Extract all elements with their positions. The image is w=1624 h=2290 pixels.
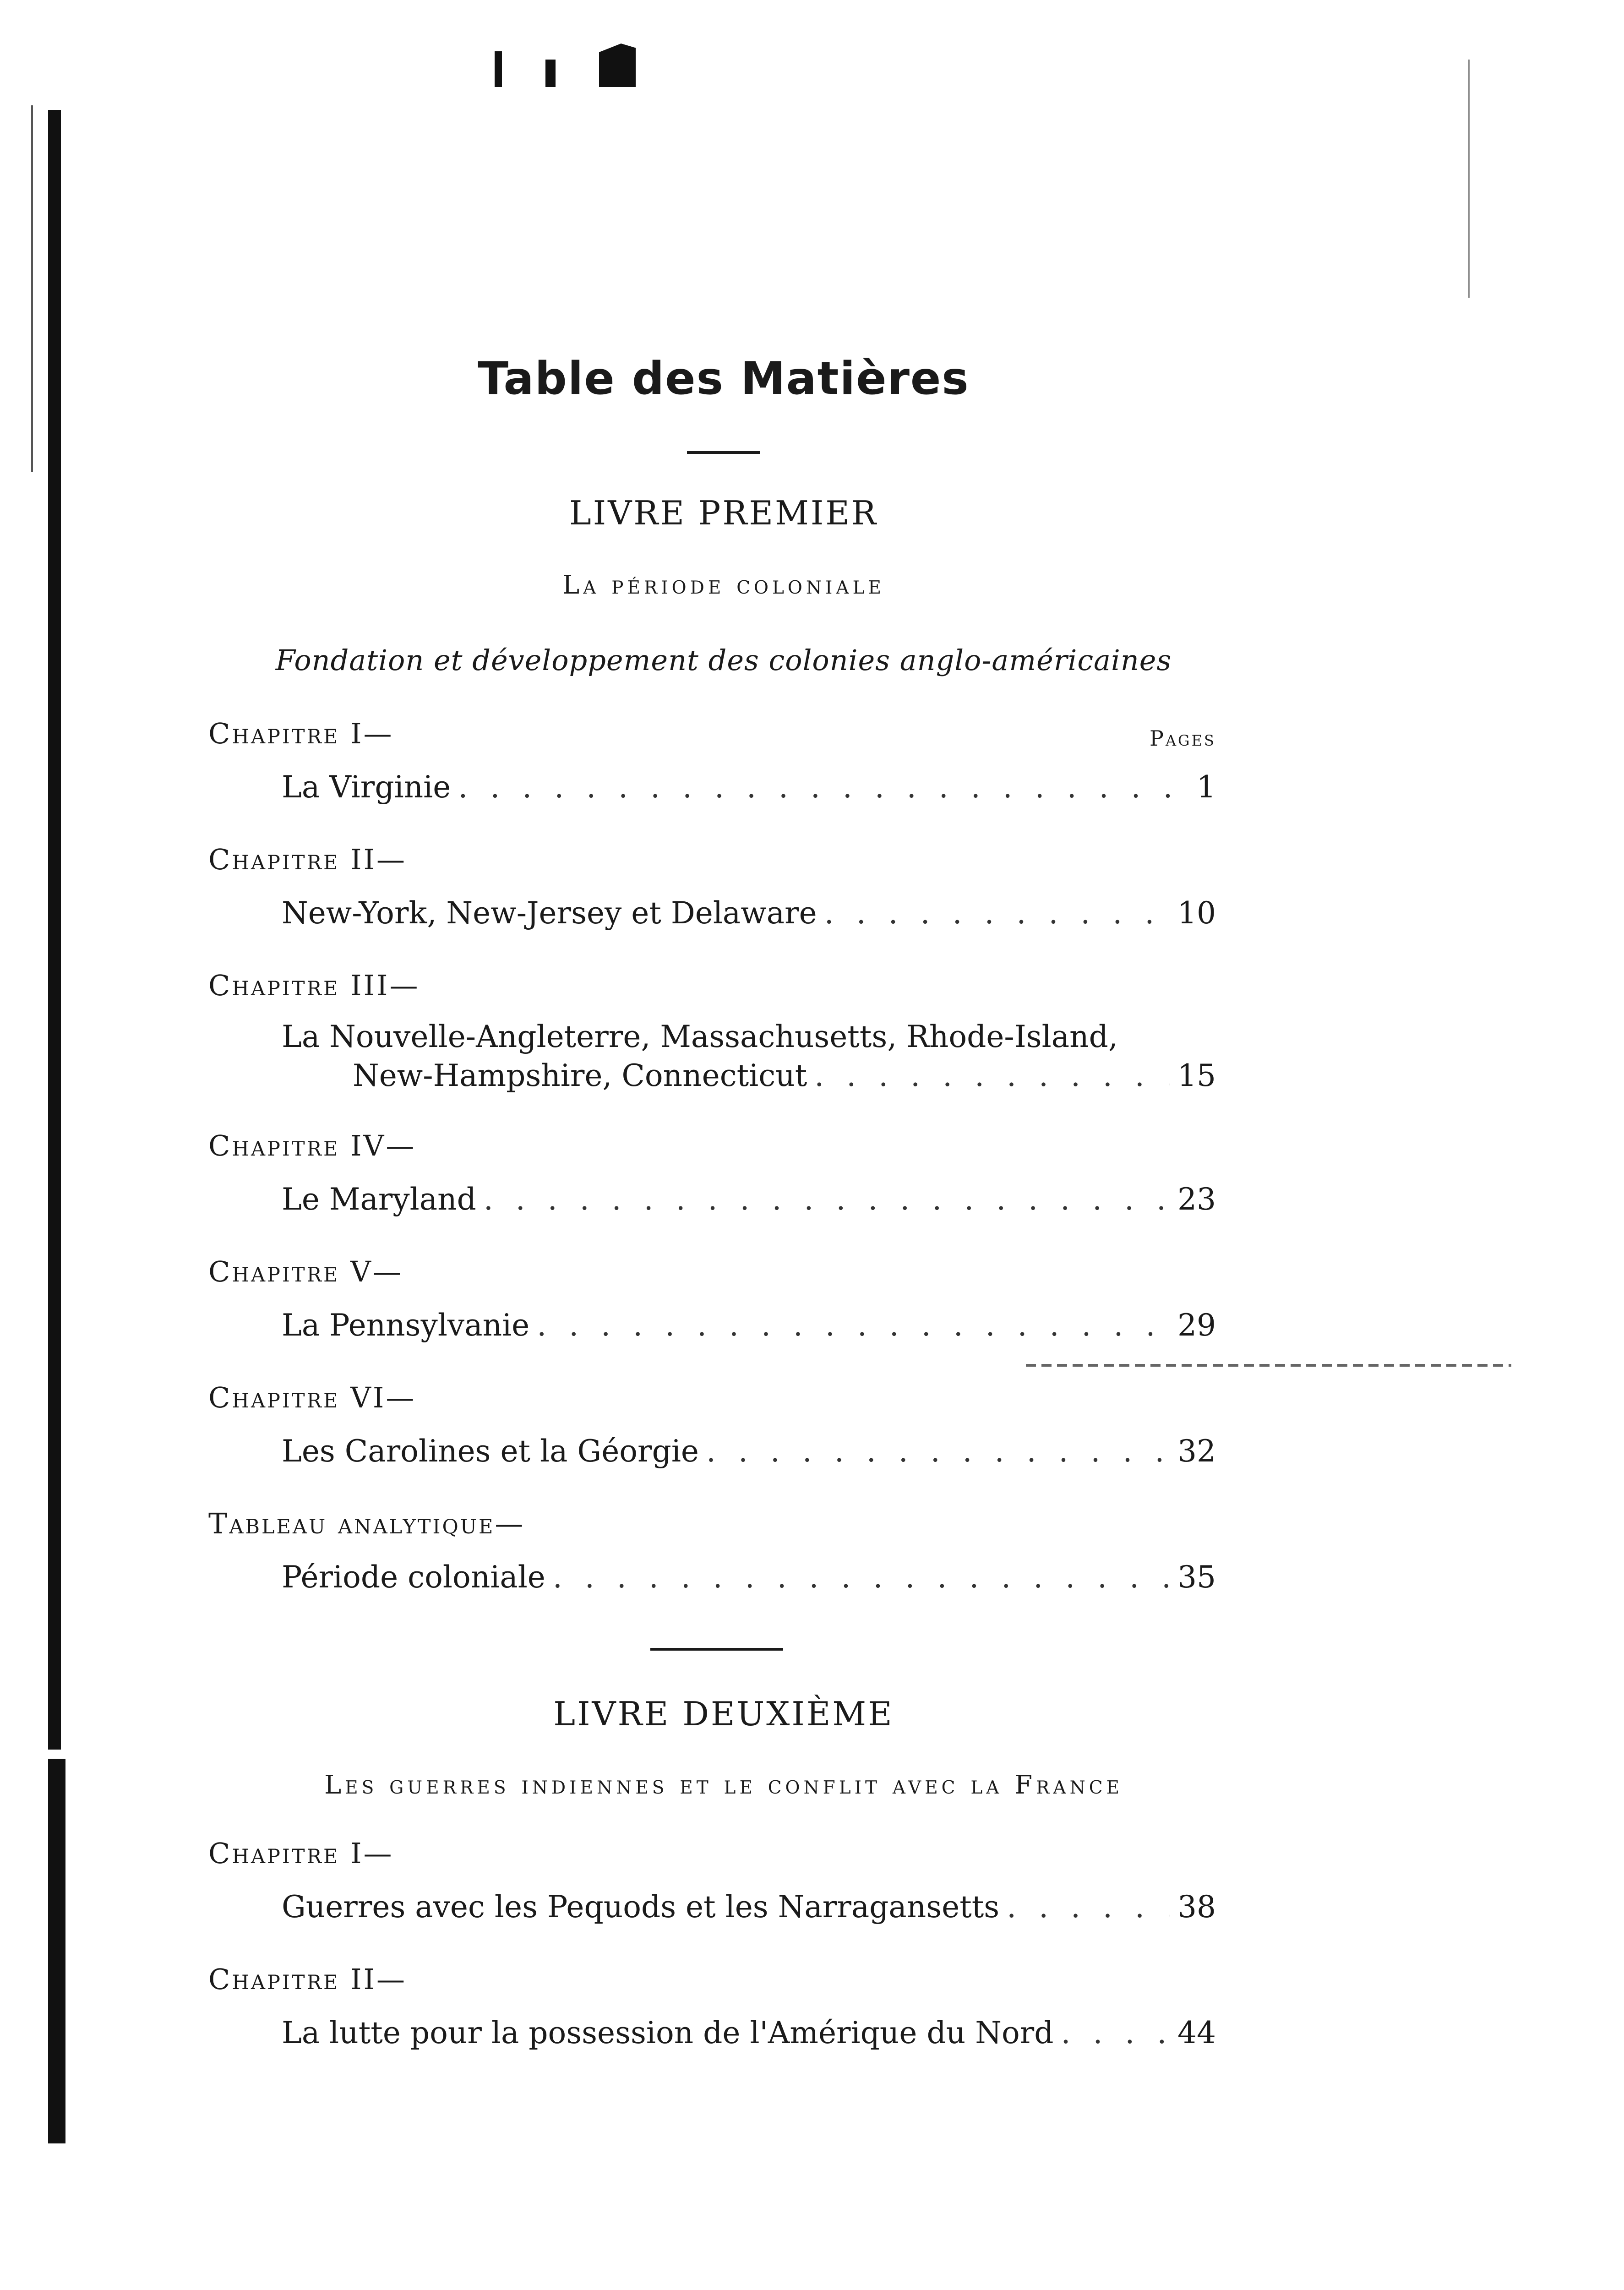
page-edge-line: [1468, 60, 1470, 298]
book-subtitle: Fondation et développement des colonies anglo-américaines: [275, 643, 1172, 677]
page-title: Table des Matières: [478, 353, 970, 405]
book-period: Les guerres indiennes et le conflit avec la France: [324, 1770, 1123, 1800]
book-heading: LIVRE PREMIER: [569, 494, 878, 532]
scan-mark: [599, 44, 636, 87]
chapter-label: Chapitre I—: [208, 1837, 394, 1870]
entry-page: 15: [1177, 1058, 1216, 1093]
entry-title-line[interactable]: La Nouvelle-Angleterre, Massachusetts, Rhode-Island,: [282, 1019, 1118, 1054]
entry-title: La lutte pour la possession de l'Amérique du Nord: [282, 2015, 1054, 2050]
toc-entry[interactable]: [282, 2015, 1216, 2050]
entry-page: 35: [1177, 1559, 1216, 1595]
dot-leader: [1061, 2015, 1170, 2050]
chapter-label: Chapitre II—: [208, 843, 407, 876]
entry-page: 1: [1197, 769, 1216, 805]
entry-title: La Virginie: [282, 769, 451, 805]
entry-title: New-York, New-Jersey et Delaware: [282, 895, 817, 931]
toc-entry[interactable]: [282, 1308, 1216, 1343]
entry-title: Les Carolines et la Géorgie: [282, 1434, 699, 1469]
book-heading: LIVRE DEUXIÈME: [553, 1695, 894, 1733]
dot-leader: [484, 1182, 1170, 1217]
dot-leader: [458, 769, 1172, 805]
book-divider: [650, 1648, 783, 1651]
entry-page: 10: [1177, 895, 1216, 931]
chapter-label: Chapitre II—: [208, 1963, 407, 1996]
chapter-label: Tableau analytique—: [208, 1507, 525, 1540]
dot-leader: [814, 1058, 1170, 1093]
dot-leader: [553, 1559, 1170, 1595]
dot-leader: [706, 1434, 1170, 1469]
chapter-label: Chapitre IV—: [208, 1129, 416, 1162]
entry-page: 38: [1177, 1889, 1216, 1925]
toc-entry[interactable]: [282, 895, 1216, 931]
title-divider: [687, 451, 760, 454]
chapter-label: Chapitre III—: [208, 969, 420, 1002]
chapter-label: Chapitre V—: [208, 1255, 403, 1288]
dot-leader: [824, 895, 1170, 931]
entry-title: La Pennsylvanie: [282, 1308, 530, 1343]
scan-marks: [495, 44, 636, 87]
entry-page: 29: [1177, 1308, 1216, 1343]
binding-edge-line: [31, 105, 33, 472]
chapter-label: Chapitre VI—: [208, 1381, 416, 1414]
scan-mark: [545, 60, 556, 87]
toc-entry[interactable]: [282, 1559, 1216, 1595]
toc-entry[interactable]: [282, 769, 1216, 805]
scan-mark: [495, 51, 502, 87]
toc-entry[interactable]: [282, 1889, 1216, 1925]
entry-page: 44: [1177, 2015, 1216, 2050]
entry-title: Période coloniale: [282, 1559, 545, 1595]
dot-leader: [1007, 1889, 1170, 1925]
pages-column-label: Pages: [1150, 726, 1216, 751]
dot-leader: [537, 1308, 1170, 1343]
toc-entry[interactable]: [282, 1434, 1216, 1469]
scan-dash-line: [1026, 1364, 1511, 1367]
entry-title: Guerres avec les Pequods et les Narragansetts: [282, 1889, 1000, 1925]
entry-page: 23: [1177, 1182, 1216, 1217]
toc-entry[interactable]: [282, 1182, 1216, 1217]
binding-edge-bar: [48, 1759, 65, 2143]
entry-title: New-Hampshire, Connecticut: [353, 1058, 807, 1093]
book-period: La période coloniale: [562, 570, 885, 600]
entry-title: Le Maryland: [282, 1182, 476, 1217]
toc-entry[interactable]: [353, 1058, 1216, 1093]
entry-page: 32: [1177, 1434, 1216, 1469]
chapter-label: Chapitre I—: [208, 717, 394, 750]
